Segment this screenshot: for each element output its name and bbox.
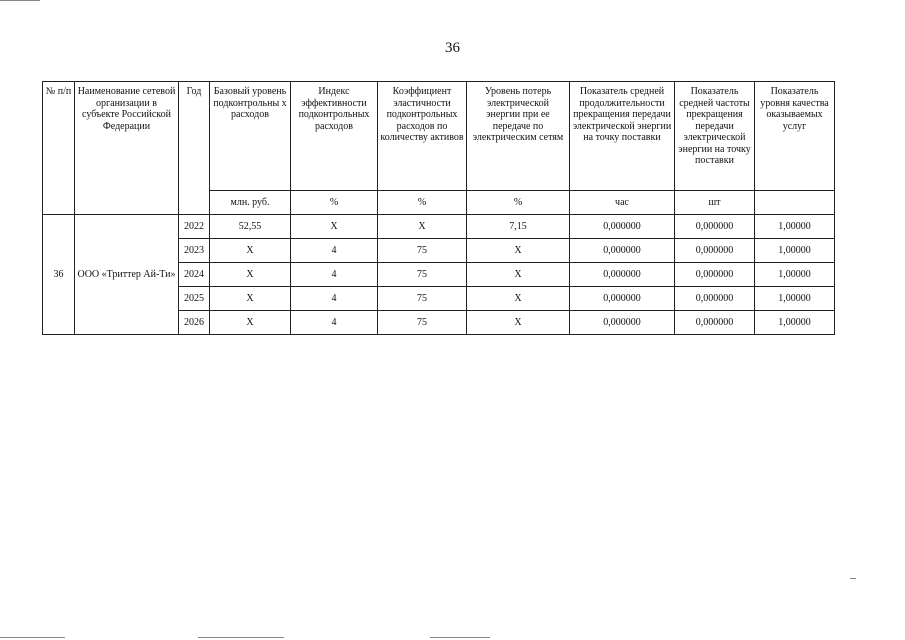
header-quality: Показатель уровня качества оказываемых услуг: [755, 82, 835, 191]
avg-duration-cell: 0,000000: [570, 287, 675, 311]
year-cell: 2026: [179, 311, 210, 335]
header-avg-frequency: Показатель средней частоты прекращения передачи электрической энергии на точку поставки: [675, 82, 755, 191]
scan-artifact-line: [0, 637, 65, 638]
avg-frequency-cell: 0,000000: [675, 263, 755, 287]
losses-cell: X: [467, 287, 570, 311]
header-avg-duration: Показатель средней продолжительности прекращения передачи электрической энергии на точку поставки: [570, 82, 675, 191]
elasticity-cell: 75: [378, 311, 467, 335]
header-year: Год: [179, 82, 210, 215]
losses-cell: X: [467, 311, 570, 335]
org-name: ООО «Триттер Ай-Ти»: [75, 215, 179, 335]
avg-frequency-cell: 0,000000: [675, 239, 755, 263]
year-cell: 2025: [179, 287, 210, 311]
losses-cell: 7,15: [467, 215, 570, 239]
avg-frequency-cell: 0,000000: [675, 311, 755, 335]
efficiency-index-cell: X: [291, 215, 378, 239]
scan-artifact-line: [850, 578, 856, 579]
unit-efficiency-index: %: [291, 191, 378, 215]
losses-cell: X: [467, 239, 570, 263]
avg-duration-cell: 0,000000: [570, 311, 675, 335]
header-num: № п/п: [43, 82, 75, 215]
base-level-cell: X: [210, 263, 291, 287]
base-level-cell: X: [210, 287, 291, 311]
quality-cell: 1,00000: [755, 239, 835, 263]
unit-elasticity: %: [378, 191, 467, 215]
avg-duration-cell: 0,000000: [570, 263, 675, 287]
efficiency-index-cell: 4: [291, 287, 378, 311]
quality-cell: 1,00000: [755, 287, 835, 311]
elasticity-cell: 75: [378, 263, 467, 287]
header-losses: Уровень потерь электрической энергии при ее передаче по электрическим сетям: [467, 82, 570, 191]
header-elasticity: Коэффициент эластичности подконтрольных расходов по количеству активов: [378, 82, 467, 191]
avg-frequency-cell: 0,000000: [675, 215, 755, 239]
quality-cell: 1,00000: [755, 311, 835, 335]
elasticity-cell: X: [378, 215, 467, 239]
base-level-cell: X: [210, 239, 291, 263]
table-header-row: [43, 82, 835, 191]
header-efficiency-index: Индекс эффективности подконтрольных расходов: [291, 82, 378, 191]
efficiency-index-cell: 4: [291, 263, 378, 287]
scan-artifact-line: [198, 637, 284, 638]
row-number: 36: [43, 215, 75, 335]
avg-frequency-cell: 0,000000: [675, 287, 755, 311]
unit-losses: %: [467, 191, 570, 215]
avg-duration-cell: 0,000000: [570, 239, 675, 263]
year-cell: 2023: [179, 239, 210, 263]
quality-cell: 1,00000: [755, 215, 835, 239]
page-number: 36: [445, 40, 460, 56]
avg-duration-cell: 0,000000: [570, 215, 675, 239]
unit-avg-duration: час: [570, 191, 675, 215]
quality-cell: 1,00000: [755, 263, 835, 287]
scan-artifact-line: [430, 637, 490, 638]
scan-artifact-line: [0, 0, 40, 1]
elasticity-cell: 75: [378, 239, 467, 263]
efficiency-index-cell: 4: [291, 311, 378, 335]
year-cell: 2024: [179, 263, 210, 287]
base-level-cell: X: [210, 311, 291, 335]
table-row: [43, 215, 835, 239]
unit-quality: [755, 191, 835, 215]
year-cell: 2022: [179, 215, 210, 239]
efficiency-index-cell: 4: [291, 239, 378, 263]
unit-avg-frequency: шт: [675, 191, 755, 215]
elasticity-cell: 75: [378, 287, 467, 311]
losses-cell: X: [467, 263, 570, 287]
header-base-level: Базовый уровень подконтрольны х расходов: [210, 82, 291, 191]
base-level-cell: 52,55: [210, 215, 291, 239]
header-org-name: Наименование сетевой организации в субъекте Российской Федерации: [75, 82, 179, 215]
unit-base-level: млн. руб.: [210, 191, 291, 215]
indicators-table: [42, 81, 835, 335]
